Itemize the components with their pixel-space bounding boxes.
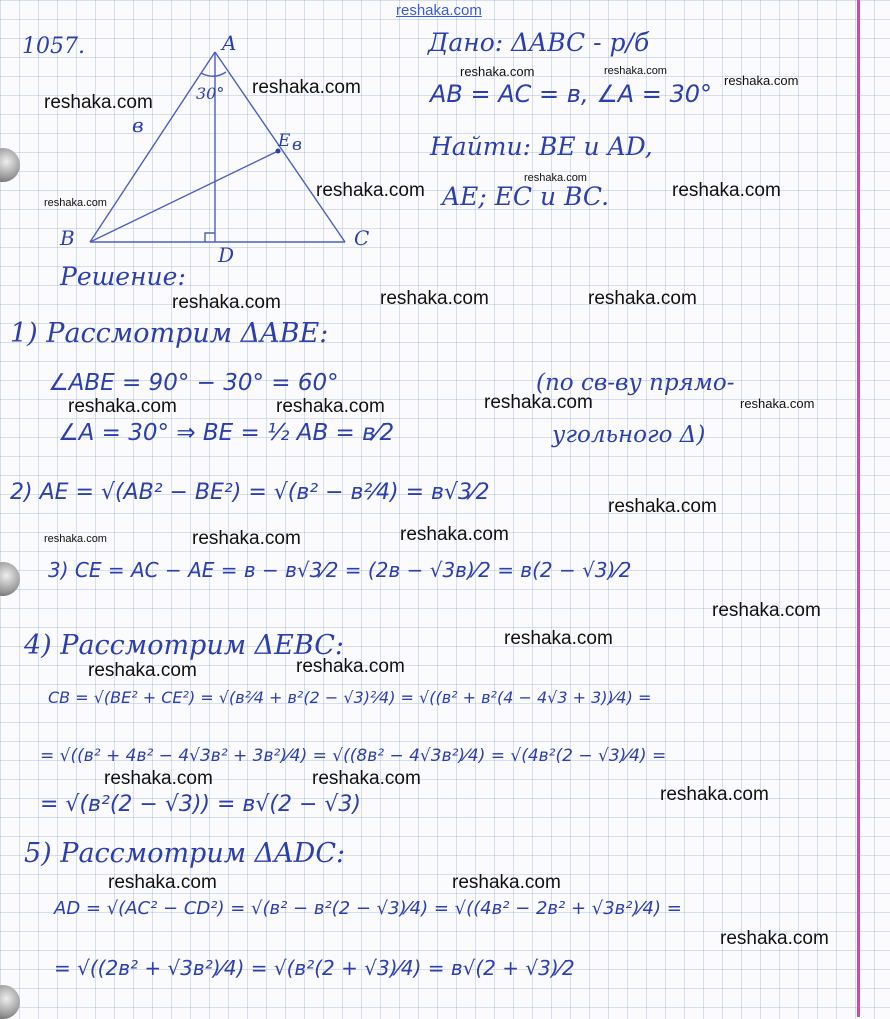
watermark: reshaka.com xyxy=(88,660,197,681)
watermark: reshaka.com xyxy=(172,292,281,313)
step1-note2: угольного Δ) xyxy=(552,422,706,448)
step1-line2: ∠A = 30° ⇒ BE = ½ AB = в⁄2 xyxy=(58,420,395,446)
step5-title: 5) Рассмотрим ΔADC: xyxy=(24,838,346,869)
altitude-be xyxy=(90,151,278,242)
find-line-2: AE; EC и BC. xyxy=(442,182,610,211)
watermark: reshaka.com xyxy=(524,172,587,184)
watermark: reshaka.com xyxy=(312,768,421,789)
watermark: reshaka.com xyxy=(68,396,177,417)
watermark: reshaka.com xyxy=(380,288,489,309)
angle-arc xyxy=(201,72,226,76)
side-b-label: в xyxy=(132,113,144,137)
watermark: reshaka.com xyxy=(104,768,213,789)
watermark: reshaka.com xyxy=(460,64,535,79)
watermark: reshaka.com xyxy=(484,392,593,413)
watermark: reshaka.com xyxy=(44,533,107,545)
watermark: reshaka.com xyxy=(192,528,301,549)
given-label: Дано: ΔABC - р/б xyxy=(428,28,650,57)
vertex-a-label: A xyxy=(222,31,237,55)
punch-hole xyxy=(0,985,20,1019)
step4-line2: = √((в² + 4в² − 4√3в² + 3в²)⁄4) = √((8в² − 4√3в²)⁄4) = √(4в²(2 − √3)⁄4) = xyxy=(40,746,667,766)
watermark: reshaka.com xyxy=(660,784,769,805)
watermark: reshaka.com xyxy=(316,180,425,201)
watermark: reshaka.com xyxy=(712,600,821,621)
side-ab xyxy=(90,52,215,242)
given-values: AB = AC = в, ∠A = 30° xyxy=(430,80,713,108)
step5-line1: AD = √(AC² − CD²) = √(в² − в²(2 − √3)⁄4) = √((4в² − 2в² + √3в²)⁄4) = xyxy=(54,898,682,919)
point-d-label: D xyxy=(218,243,235,267)
margin-line xyxy=(857,0,860,1017)
punch-hole xyxy=(0,562,20,596)
step5-line2: = √((2в² + √3в²)⁄4) = √(в²(2 + √3)⁄4) = в√(2 + √3)⁄2 xyxy=(54,956,575,980)
step4-line1: CB = √(BE² + CE²) = √(в²⁄4 + в²(2 − √3)²⁄4) = √((в² + в²(4 − 4√3 + 3))⁄4) = xyxy=(48,688,652,707)
problem-number: 1057. xyxy=(22,34,85,59)
watermark: reshaka.com xyxy=(44,197,107,209)
point-e-label: E xyxy=(278,131,291,151)
solution-heading: Решение: xyxy=(60,262,186,291)
watermark: reshaka.com xyxy=(608,496,717,517)
step4-title: 4) Рассмотрим ΔEBC: xyxy=(24,630,344,661)
step1-note1: (по св-ву прямо- xyxy=(536,370,735,396)
step1-line1: ∠ABE = 90° − 30° = 60° xyxy=(48,370,339,396)
watermark: reshaka.com xyxy=(672,180,781,201)
watermark: reshaka.com xyxy=(452,872,561,893)
watermark: reshaka.com xyxy=(276,396,385,417)
watermark: reshaka.com xyxy=(44,92,153,113)
find-line-1: Найти: BE и AD, xyxy=(430,132,653,161)
watermark: reshaka.com xyxy=(588,288,697,309)
watermark: reshaka.com xyxy=(504,628,613,649)
watermark: reshaka.com xyxy=(296,656,405,677)
watermark: reshaka.com xyxy=(604,65,667,77)
step4-line3: = √(в²(2 − √3)) = в√(2 − √3) xyxy=(40,792,361,817)
right-angle-mark xyxy=(205,233,215,242)
angle-label: 30° xyxy=(196,84,225,103)
watermark: reshaka.com xyxy=(740,396,815,411)
watermark: reshaka.com xyxy=(720,928,829,949)
step3-line: 3) CE = AC − AE = в − в√3⁄2 = (2в − √3в)⁄2 = в(2 − √3)⁄2 xyxy=(48,558,632,582)
watermark: reshaka.com xyxy=(724,73,799,88)
watermark: reshaka.com xyxy=(252,77,361,98)
step1-title: 1) Рассмотрим ΔABE: xyxy=(10,318,329,349)
watermark: reshaka.com xyxy=(400,524,509,545)
vertex-c-label: C xyxy=(354,226,370,250)
watermark: reshaka.com xyxy=(108,872,217,893)
e-side-label: в xyxy=(292,135,302,155)
step2-line: 2) AE = √(AB² − BE²) = √(в² − в²⁄4) = в√3⁄2 xyxy=(10,480,490,505)
site-link[interactable]: reshaka.com xyxy=(396,2,482,19)
vertex-b-label: B xyxy=(60,226,75,250)
